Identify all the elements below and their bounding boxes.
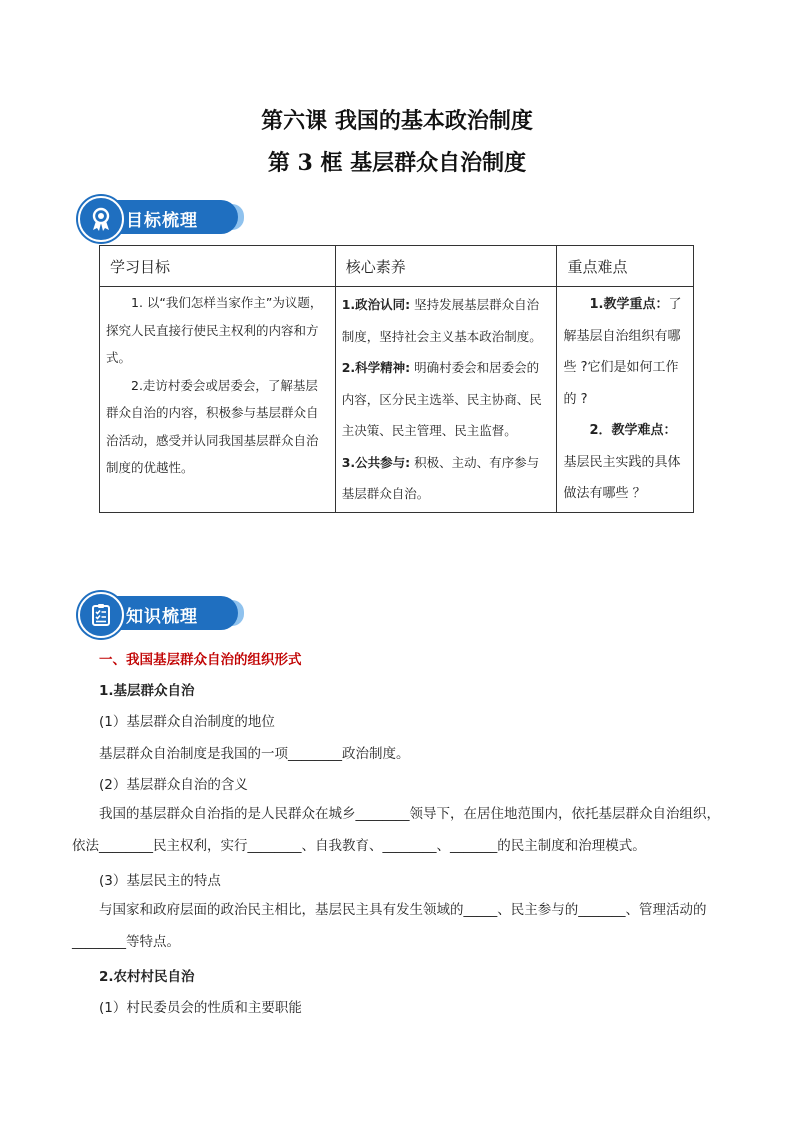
point-1-3: (3）基层民主的特点 bbox=[99, 873, 221, 889]
goal-1: 1. 以“我们怎样当家作主”为议题，探究人民直接行使民主权利的内容和方式。 bbox=[106, 295, 323, 365]
fill-blank-3: 与国家和政府层面的政治民主相比，基层民主具有发生领域的_____、民主参与的_______、管理活动的________等特点。 bbox=[72, 902, 707, 950]
point-1-2: (2）基层群众自治的含义 bbox=[99, 777, 248, 793]
knowledge-banner bbox=[78, 592, 240, 634]
fill-blank-1: 基层群众自治制度是我国的一项________政治制度。 bbox=[99, 746, 410, 762]
goals-banner-label: 目标梳理 bbox=[126, 211, 198, 231]
lesson-title: 第六课 我国的基本政治制度 bbox=[261, 108, 533, 134]
learning-goals-cell bbox=[100, 287, 336, 513]
goal-2: 2.走访村委会或居委会，了解基层群众自治的内容，积极参与基层群众自治活动，感受并认同我国基层群众自治制度的优越性。 bbox=[106, 377, 319, 475]
header-core-literacy: 核心素养 bbox=[335, 246, 557, 287]
literacy-3: 3.公共参与: 积极、主动、有序参与基层群众自治。 bbox=[341, 454, 540, 501]
key-point-1: 1.教学重点：了解基层自治组织有哪些 ?它们是如何工作的 ? bbox=[563, 297, 682, 407]
knowledge-banner-label: 知识梳理 bbox=[126, 607, 198, 627]
header-key-points: 重点难点 bbox=[557, 246, 694, 287]
key-point-2: 2．教学难点：基层民主实践的具体做法有哪些 ？ bbox=[563, 423, 681, 501]
literacy-2: 2.科学精神: 明确村委会和居委会的内容，区分民主选举、民主协商、民主决策、民主管理、民主监督。 bbox=[341, 360, 542, 438]
header-learning-goals: 学习目标 bbox=[100, 246, 336, 287]
key-points-cell bbox=[557, 287, 694, 513]
goals-banner bbox=[78, 196, 240, 238]
literacy-1: 1.政治认同: 坚持发展基层群众自治制度，坚持社会主义基本政治制度。 bbox=[341, 297, 542, 344]
subheading-1: 1.基层群众自治 bbox=[99, 683, 195, 699]
checklist-icon bbox=[78, 592, 124, 638]
section-title: 第 3 框 基层群众自治制度 bbox=[267, 150, 527, 176]
fill-blank-2: 我国的基层群众自治指的是人民群众在城乡________领导下，在居住地范围内，依托基层群众自治组织，依法________民主权利，实行________、自我教育、________、_______的民主制度和治理模式。 bbox=[72, 806, 720, 854]
core-literacy-cell bbox=[335, 287, 557, 513]
section-heading-1: 一、我国基层群众自治的组织形式 bbox=[99, 652, 302, 668]
point-1-1: (1）基层群众自治制度的地位 bbox=[99, 714, 275, 730]
award-ribbon-icon bbox=[78, 196, 124, 242]
point-2-1: (1）村民委员会的性质和主要职能 bbox=[99, 1000, 302, 1016]
goals-table bbox=[99, 245, 694, 513]
subheading-2: 2.农村村民自治 bbox=[99, 969, 195, 985]
